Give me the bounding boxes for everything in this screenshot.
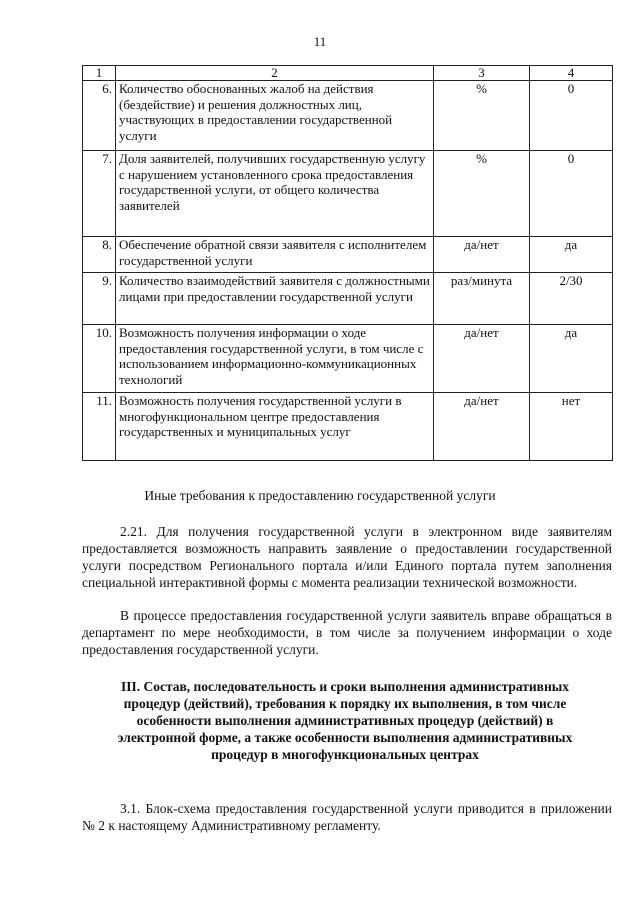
row-number: 8. — [83, 237, 116, 273]
indicator-text: Количество обоснованных жалоб на действия (бездействие) и решения должностных лиц, участвующих в предоставлении государственной услуги — [116, 81, 434, 151]
indicator-text: Возможность получения информации о ходе предоставления государственной услуги, в том числе с использованием информационно-коммуникационных технологий — [116, 325, 434, 393]
table-header-cell: 4 — [530, 66, 613, 81]
table-row — [83, 393, 613, 461]
unit-cell: да/нет — [434, 393, 530, 461]
paragraph-process: В процессе предоставления государственной услуги заявитель вправе обращаться в департамент по мере необходимости, в том числе за получением информации о ходе предоставления государственной услуги. — [82, 608, 612, 657]
row-number: 11. — [83, 393, 116, 461]
value-cell: нет — [530, 393, 613, 461]
value-cell: 0 — [530, 81, 613, 151]
quality-indicators-table — [82, 65, 613, 461]
value-cell: 0 — [530, 151, 613, 237]
table-header-cell: 1 — [83, 66, 116, 81]
value-cell: 2/30 — [530, 273, 613, 325]
table-row — [83, 151, 613, 237]
table-row — [83, 81, 613, 151]
indicator-text: Возможность получения государственной услуги в многофункциональном центре предоставления государственных и муниципальных услуг — [116, 393, 434, 461]
table-row — [83, 325, 613, 393]
indicator-text: Доля заявителей, получивших государственную услугу с нарушением установленного срока предоставления государственной услуги, от общего количества заявителей — [116, 151, 434, 237]
paragraph-2-21: 2.21. Для получения государственной услуги в электронном виде заявителям предоставляется возможность направить заявление о предоставлении государственной услуги посредством Регионального портала и/или Единого портала путем заполнения специальной интерактивной формы с момента реализации технической возможности. — [82, 524, 612, 590]
row-number: 10. — [83, 325, 116, 393]
table-row — [83, 273, 613, 325]
indicator-text: Обеспечение обратной связи заявителя с исполнителем государственной услуги — [116, 237, 434, 273]
row-number: 6. — [83, 81, 116, 151]
unit-cell: % — [434, 81, 530, 151]
indicator-text: Количество взаимодействий заявителя с должностными лицами при предоставлении государственной услуги — [116, 273, 434, 325]
unit-cell: раз/минута — [434, 273, 530, 325]
page-number: 11 — [313, 34, 327, 49]
row-number: 9. — [83, 273, 116, 325]
unit-cell: да/нет — [434, 237, 530, 273]
table-row — [83, 237, 613, 273]
unit-cell: да/нет — [434, 325, 530, 393]
table-header-row — [83, 66, 613, 81]
table-header-cell: 3 — [434, 66, 530, 81]
section-heading: Иные требования к предоставлению государственной услуги — [144, 488, 496, 503]
table-header-cell: 2 — [116, 66, 434, 81]
value-cell: да — [530, 325, 613, 393]
row-number: 7. — [83, 151, 116, 237]
value-cell: да — [530, 237, 613, 273]
chapter-heading: III. Состав, последовательность и сроки выполнения административных процедур (действий), требования к порядку их выполнения, в том числе особенности выполнения административных процедур (действий) в электронной форме, а также особенности выполнения административных процедур в многофункциональных центрах — [117, 679, 573, 762]
paragraph-3-1: 3.1. Блок-схема предоставления государственной услуги приводится в приложении № 2 к настоящему Административному регламенту. — [82, 801, 612, 833]
unit-cell: % — [434, 151, 530, 237]
